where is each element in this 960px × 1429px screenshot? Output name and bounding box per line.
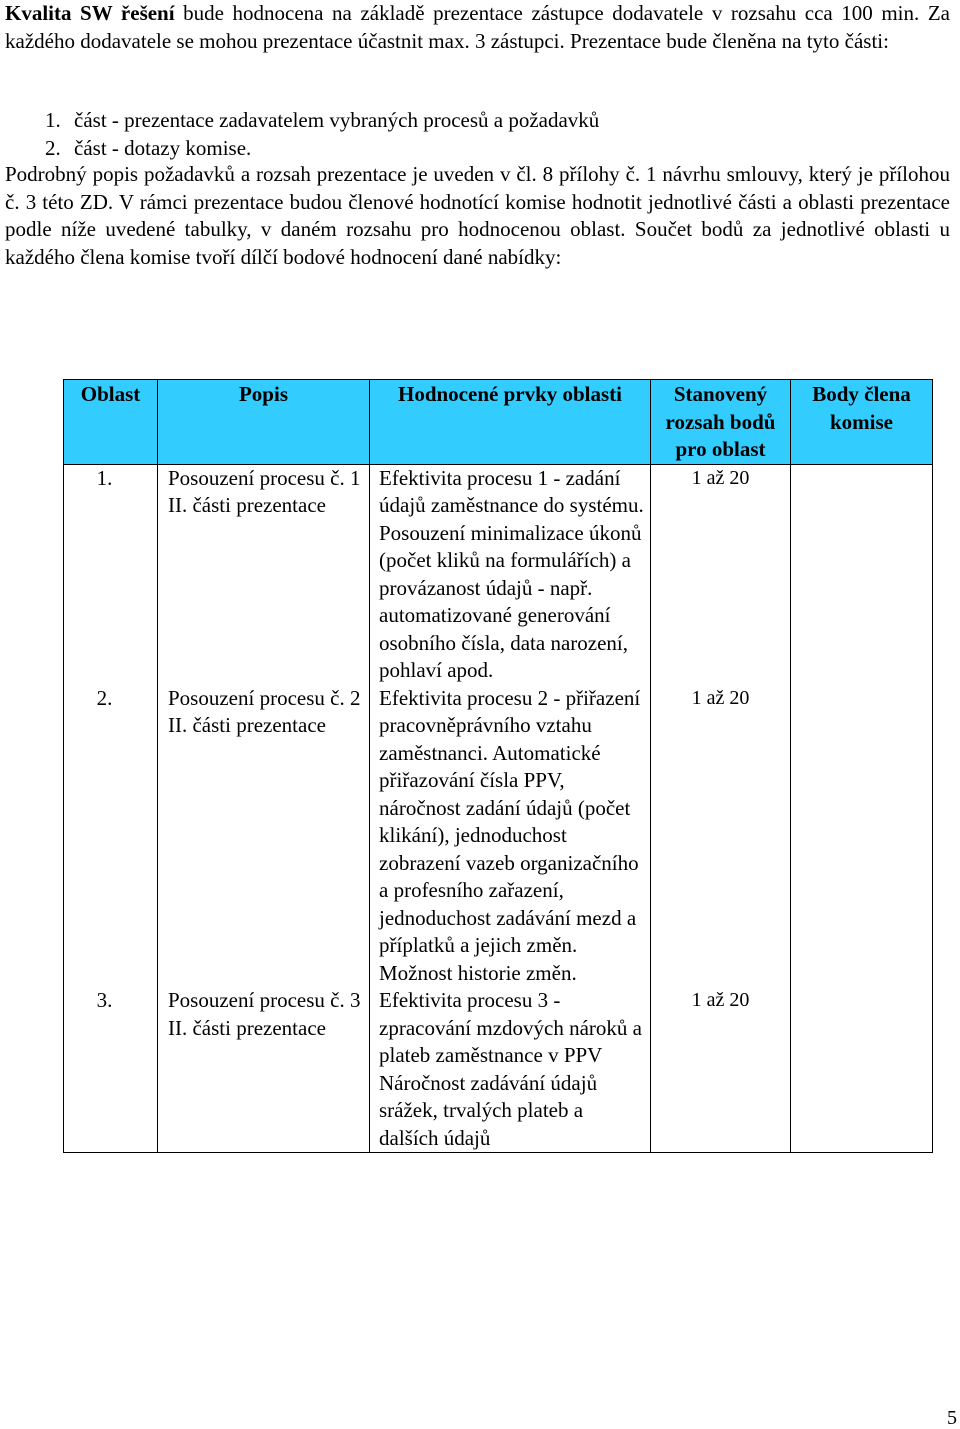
table-row <box>64 987 933 1153</box>
table-row <box>64 464 933 685</box>
page-number: 5 <box>947 1407 957 1429</box>
list-item-number: 2. <box>45 136 61 160</box>
cell-oblast: 3. <box>64 987 158 1153</box>
intro-bold-lead: Kvalita SW řešení <box>5 1 175 25</box>
cell-hodnocene-prvky: Efektivita procesu 3 - zpracování mzdových nároků a plateb zaměstnance v PPV Náročnost zadávání údajů srážek, trvalých plateb a dalších údajů <box>370 987 651 1153</box>
cell-rozsah-bodu: 1 až 20 <box>651 987 791 1153</box>
header-body-clena: Body člena komise <box>791 380 933 465</box>
cell-rozsah-bodu: 1 až 20 <box>651 685 791 988</box>
cell-body-clena <box>791 464 933 685</box>
intro-paragraph <box>5 0 950 55</box>
cell-popis: Posouzení procesu č. 3 II. části prezentace <box>158 987 370 1153</box>
list-item <box>45 134 599 162</box>
list-item-text: část - dotazy komise. <box>74 136 252 160</box>
list-item-number: 1. <box>45 108 61 132</box>
cell-oblast: 1. <box>64 464 158 685</box>
cell-body-clena <box>791 685 933 988</box>
header-popis: Popis <box>158 380 370 465</box>
parts-list <box>45 106 599 162</box>
cell-popis: Posouzení procesu č. 2 II. části prezentace <box>158 685 370 988</box>
table-row <box>64 685 933 988</box>
cell-hodnocene-prvky: Efektivita procesu 2 - přiřazení pracovněprávního vztahu zaměstnanci. Automatické přiřazování čísla PPV, náročnost zadání údajů (počet klikání), jednoduchost zobrazení vazeb organizačního a profesního zařazení, jednoduchost zadávání mezd a příplatků a jejich změn. Možnost historie změn. <box>370 685 651 988</box>
header-oblast: Oblast <box>64 380 158 465</box>
table-header-row <box>64 380 933 465</box>
list-item <box>45 106 599 134</box>
details-paragraph: Podrobný popis požadavků a rozsah prezentace je uveden v čl. 8 přílohy č. 1 návrhu smlouvy, který je přílohou č. 3 této ZD. V rámci prezentace budou členové hodnotící komise hodnotit jednotlivé části a oblasti prezentace podle níže uvedené tabulky, v daném rozsahu pro hodnocenou oblast. Součet bodů za jednotlivé oblasti u každého člena komise tvoří dílčí bodové hodnocení dané nabídky: <box>5 162 950 269</box>
header-hodnocene-prvky: Hodnocené prvky oblasti <box>370 380 651 465</box>
evaluation-table <box>63 379 933 1153</box>
header-rozsah-bodu: Stanovený rozsah bodů pro oblast <box>651 380 791 465</box>
list-item-text: část - prezentace zadavatelem vybraných procesů a požadavků <box>74 108 600 132</box>
cell-body-clena <box>791 987 933 1153</box>
cell-rozsah-bodu: 1 až 20 <box>651 464 791 685</box>
intro-text: bude hodnocena na základě prezentace zástupce dodavatele v rozsahu cca 100 min. Za každého dodavatele se mohou prezentace účastnit max. 3 zástupci. Prezentace bude členěna na tyto části: <box>5 1 950 53</box>
cell-oblast: 2. <box>64 685 158 988</box>
cell-popis: Posouzení procesu č. 1 II. části prezentace <box>158 464 370 685</box>
cell-hodnocene-prvky: Efektivita procesu 1 - zadání údajů zaměstnance do systému. Posouzení minimalizace úkonů (počet kliků na formulářích) a provázanost údajů - např. automatizované generování osobního čísla, data narození, pohlaví apod. <box>370 464 651 685</box>
